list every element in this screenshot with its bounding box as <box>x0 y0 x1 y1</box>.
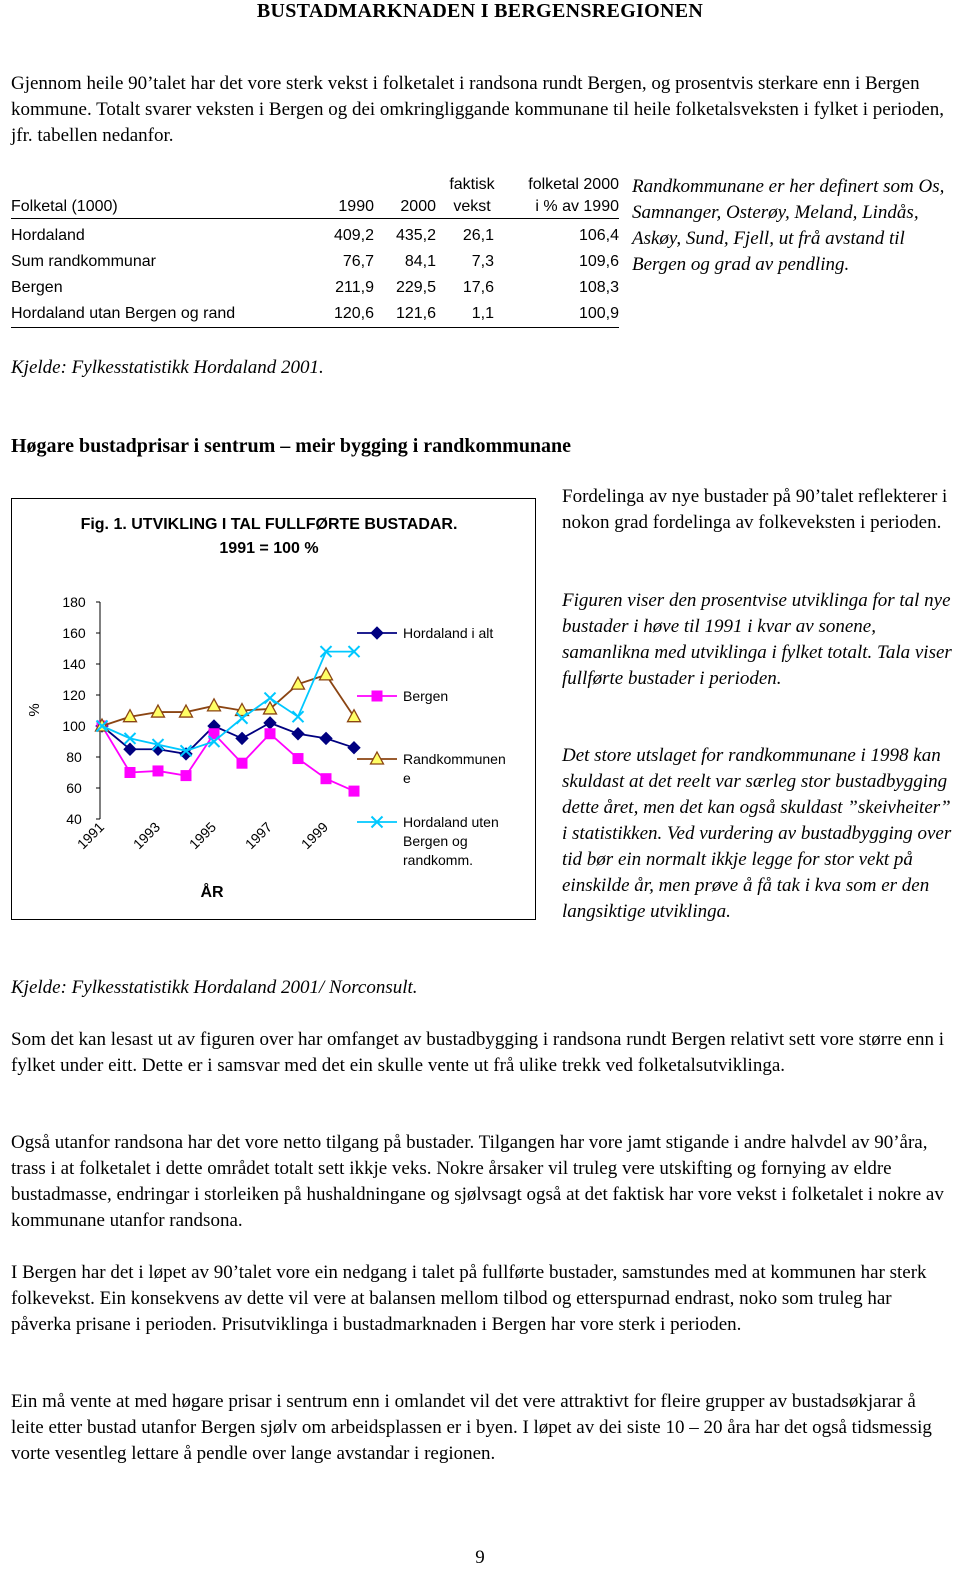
header-growth-line2: vekst <box>436 196 508 219</box>
row-growth: 17,6 <box>462 279 494 296</box>
data-point-square <box>125 767 136 778</box>
data-point-square <box>237 758 248 769</box>
row-2000: 84,1 <box>404 253 436 270</box>
row-name: Sum randkommunar <box>11 253 156 270</box>
table-row <box>11 301 619 328</box>
data-point-triangle <box>152 705 165 717</box>
table-source: Kjelde: Fylkesstatistikk Hordaland 2001. <box>11 357 324 378</box>
x-tick-label: 1995 <box>185 818 220 853</box>
y-tick-label: 140 <box>62 656 86 672</box>
line-chart <box>12 499 535 919</box>
header-index-line1: folketal 2000 <box>528 176 619 193</box>
series-line <box>102 726 354 791</box>
data-point-square <box>265 728 276 739</box>
y-axis-label: % <box>26 703 43 717</box>
chart-frame <box>11 498 536 920</box>
row-1990: 211,9 <box>335 279 374 296</box>
data-point-triangle <box>371 752 384 764</box>
header-label: Folketal (1000) <box>11 196 296 219</box>
legend-label-line: Bergen og <box>403 833 468 849</box>
row-index: 108,3 <box>578 279 619 296</box>
row-1990: 120,6 <box>296 301 374 328</box>
data-point-diamond <box>371 627 383 639</box>
body-paragraph-2: Også utanfor randsona har det vore netto tilgang på bustader. Tilgangen har vore jamt stigande i andre halvdel av 90’åra, trass i at folketalet i dette området totalt sett ikkje veks. Nokre årsaker vil truleg vere utskifting og fornying av eldre bustadmasse, endringar i storleiken på hushaldningane og sjølvsagt også at det faktisk har vore vekst i folketalet i nokre av kommunane utanfor randsona. <box>11 1132 944 1231</box>
data-point-diamond <box>264 717 276 729</box>
data-point-square <box>321 773 332 784</box>
intro-paragraph: Gjennom heile 90’talet har det vore sterk vekst i folketalet i randsona rundt Bergen, og prosentvis sterkare enn i Bergen kommune. Totalt svarer veksten i Bergen og dei omkringliggande kommunane til heile folketalsveksten i fylket i perioden, jfr. tabellen nedanfor. <box>11 73 944 146</box>
series-line <box>102 675 354 726</box>
row-2000: 121,6 <box>374 301 436 328</box>
body-paragraph-4: Ein må vente at med høgare prisar i sentrum enn i omlandet vil det vere attraktivt for fleire grupper av bustadsøkjarar å leite etter bustad utanfor Bergen sjølv om arbeidsplassen er i byen. I løpet av dei siste 10 – 20 åra har det også tidsmessig vorte vesentleg lettare å pendle over lange avstandar i regionen. <box>11 1391 932 1464</box>
legend-item-1 <box>357 688 448 704</box>
chart-title: Fig. 1. UTVIKLING I TAL FULLFØRTE BUSTADAR. <box>80 516 458 533</box>
legend-label-line: e <box>403 770 411 786</box>
row-index: 106,4 <box>578 227 619 244</box>
series-3 <box>97 646 360 756</box>
legend-label-line: randkomm. <box>403 852 474 868</box>
y-tick-label: 60 <box>66 780 82 796</box>
y-tick-label: 160 <box>62 625 86 641</box>
legend-item-3 <box>357 814 499 868</box>
legend <box>357 625 506 868</box>
row-index: 109,6 <box>578 253 619 270</box>
series-2 <box>96 668 361 731</box>
y-tick-label: 180 <box>62 594 86 610</box>
x-tick-label: 1991 <box>73 818 108 853</box>
legend-label <box>403 751 506 786</box>
right-text-2: Figuren viser den prosentvise utviklinga for tal nye bustader i høve til 1991 i kvar av sonene, samanlikna med utviklinga i fylket totalt. Tala viser fullførte bustader i perioden. <box>562 590 952 689</box>
body-paragraph-3: I Bergen har det i løpet av 90’talet vore ein nedgang i talet på fullførte bustader, samstundes med at kommunen har sterk folkevekst. Ein konsekvens av dette vil vere at balansen mellom tilbod og etterspurnad endrast, noko som truleg har påverka prisane i perioden. Prisutviklinga i bustadmarknaden i Bergen har vore sterk i perioden. <box>11 1262 927 1335</box>
table-row <box>11 275 619 301</box>
data-point-square <box>349 786 360 797</box>
x-tick-label: 1997 <box>241 818 276 853</box>
y-tick-label: 80 <box>66 749 82 765</box>
y-tick-label: 120 <box>62 687 86 703</box>
legend-label <box>403 688 448 704</box>
legend-label-line: Hordaland uten <box>403 814 499 830</box>
right-text-3: Det store utslaget for randkommunane i 1998 kan skuldast at det reelt var særleg stor bustadbygging dette året, men det kan også skuldast ”skeivheiter” i statistikken. Ved vurdering av bustadbygging over tid bør ein normalt ikkje legge for stor vekt på einskilde år, men prøve å få tak i kva som er den langsiktige utviklinga. <box>562 745 952 922</box>
series-lines <box>96 646 361 797</box>
table-row <box>11 249 619 275</box>
header-growth-line1: faktisk <box>449 176 495 193</box>
row-1990: 409,2 <box>333 227 374 244</box>
page-header: BUSTADMARKNADEN I BERGENSREGIONEN <box>256 0 704 22</box>
legend-item-0 <box>357 625 493 641</box>
data-point-diamond <box>292 728 304 740</box>
chart-subtitle: 1991 = 100 % <box>219 540 319 557</box>
data-point-x <box>293 711 304 722</box>
body-paragraph-1: Som det kan lesast ut av figuren over har omfanget av bustadbygging i randsona rundt Bergen relativt sett vore større enn i fylket under eitt. Dette er i samsvar med det ein skulle vente ut frå ulike trekk ved folketalsutviklinga. <box>11 1029 945 1076</box>
y-tick-label: 40 <box>66 811 82 827</box>
legend-label-line: Bergen <box>403 688 449 704</box>
x-tick-label: 1999 <box>297 818 332 853</box>
y-tick-label: 100 <box>62 718 86 734</box>
x-tick-label: 1993 <box>129 818 164 853</box>
header-1990: 1990 <box>296 196 374 219</box>
data-point-square <box>293 753 304 764</box>
data-point-diamond <box>320 732 332 744</box>
data-point-triangle <box>208 699 221 711</box>
row-2000: 435,2 <box>395 227 436 244</box>
population-table <box>11 174 619 328</box>
row-growth: 26,1 <box>462 227 494 244</box>
header-index-line2: i % av 1990 <box>508 196 619 219</box>
data-point-triangle <box>320 668 333 680</box>
x-axis-label: ÅR <box>200 884 224 901</box>
row-growth: 7,3 <box>471 253 494 270</box>
series-0 <box>96 717 360 760</box>
row-growth: 1,1 <box>436 301 508 328</box>
legend-label <box>403 625 493 641</box>
row-name: Bergen <box>11 279 63 296</box>
legend-label-line: Hordaland i alt <box>403 625 494 641</box>
legend-item-2 <box>357 751 506 786</box>
header-2000: 2000 <box>374 196 436 219</box>
page-number: 9 <box>475 1547 485 1568</box>
right-text-1: Fordelinga av nye bustader på 90’talet reflekterer i nokon grad fordelinga av folkeveksten i perioden. <box>562 486 948 533</box>
section-heading: Høgare bustadprisar i sentrum – meir bygging i randkommunane <box>11 435 572 457</box>
data-point-diamond <box>348 742 360 754</box>
data-point-square <box>181 770 192 781</box>
chart-source: Kjelde: Fylkesstatistikk Hordaland 2001/ Norconsult. <box>11 977 418 998</box>
data-point-square <box>153 765 164 776</box>
data-point-diamond <box>236 732 248 744</box>
data-point-square <box>372 691 383 702</box>
legend-label-line: Randkommunen <box>403 751 506 767</box>
legend-label <box>403 814 499 868</box>
randkommunar-definition-note: Randkommunane er her definert som Os, Samnanger, Osterøy, Meland, Lindås, Askøy, Sund, Fjell, ut frå avstand til Bergen og grad av pendling. <box>632 176 945 275</box>
row-2000: 229,5 <box>395 279 436 296</box>
row-name: Hordaland utan Bergen og rand <box>11 301 296 328</box>
row-index: 100,9 <box>508 301 619 328</box>
table-row <box>11 219 619 250</box>
row-name: Hordaland <box>11 227 85 244</box>
row-1990: 76,7 <box>342 253 374 270</box>
